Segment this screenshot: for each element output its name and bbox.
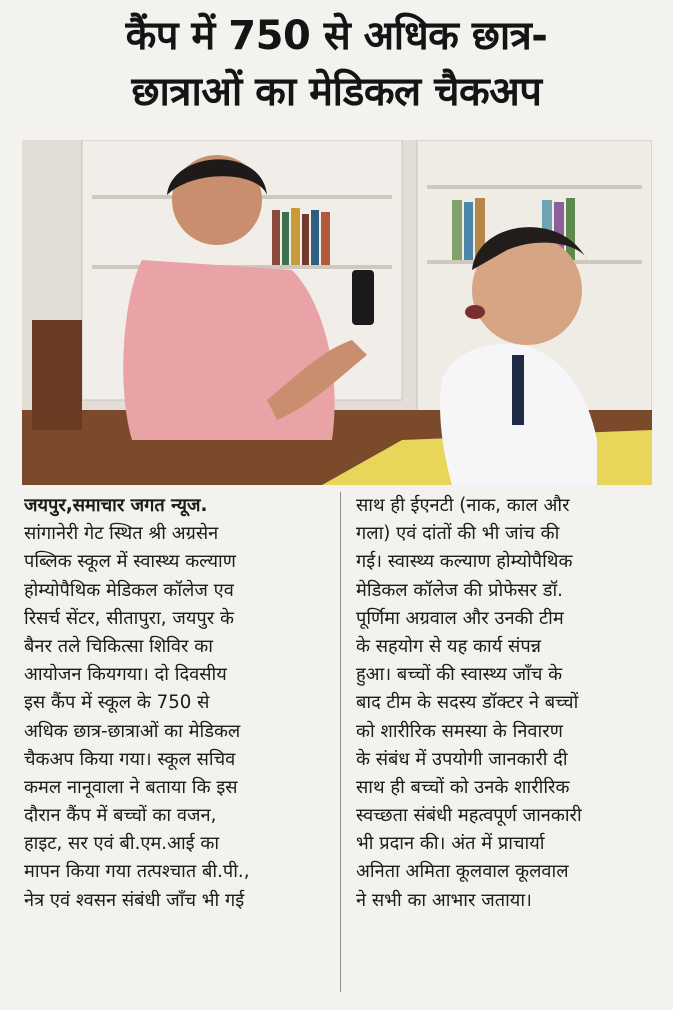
- dateline: जयपुर,समाचार जगत न्यूज.: [24, 495, 208, 516]
- body-line: नेत्र एवं श्वसन संबंधी जाँच भी गई: [24, 889, 245, 911]
- body-line: बैनर तले चिकित्सा शिविर का: [24, 635, 213, 657]
- body-line: साथ ही बच्चों को उनके शारीरिक: [356, 776, 570, 798]
- body-line: बाद टीम के सदस्य डॉक्टर ने बच्चों: [356, 692, 579, 714]
- article-column-left: [24, 492, 330, 915]
- body-line: स्वच्छता संबंधी महत्वपूर्ण जानकारी: [356, 805, 582, 827]
- body-line: के संबंध में उपयोगी जानकारी दी: [356, 748, 568, 770]
- body-line: गई। स्वास्थ्य कल्याण होम्योपैथिक: [356, 551, 573, 573]
- body-line: कमल नानूवाला ने बताया कि इस: [24, 776, 238, 798]
- body-line: हुआ। बच्चों की स्वास्थ्य जाँच के: [356, 664, 563, 686]
- body-line: को शारीरिक समस्या के निवारण: [356, 720, 563, 742]
- body-line: अधिक छात्र-छात्राओं का मेडिकल: [24, 720, 241, 742]
- body-line: के सहयोग से यह कार्य संपन्न: [356, 635, 542, 657]
- body-line: मापन किया गया तत्पश्चात बी.पी.,: [24, 861, 250, 883]
- body-line: ने सभी का आभार जताया।: [356, 889, 532, 911]
- photo-doctor-examining-child-icon: [22, 140, 652, 485]
- body-line: पब्लिक स्कूल में स्वास्थ्य कल्याण: [24, 551, 236, 573]
- body-line: चैकअप किया गया। स्कूल सचिव: [24, 748, 236, 770]
- body-line: होम्योपैथिक मेडिकल कॉलेज एव: [24, 579, 234, 601]
- headline-line-1: कैंप में 750 से अधिक छात्र-: [125, 13, 548, 59]
- body-line: दौरान कैंप में बच्चों का वजन,: [24, 805, 217, 827]
- body-line: आयोजन कियगया। दो दिवसीय: [24, 664, 227, 686]
- body-line: सांगानेरी गेट स्थित श्री अग्रसेन: [24, 523, 219, 545]
- body-line: गला) एवं दांतों की भी जांच की: [356, 523, 560, 545]
- article-column-right: [356, 492, 654, 915]
- body-line: मेडिकल कॉलेज की प्रोफेसर डॉ.: [356, 579, 563, 601]
- body-line: भी प्रदान की। अंत में प्राचार्या: [356, 833, 545, 855]
- body-line: हाइट, सर एवं बी.एम.आई का: [24, 833, 220, 855]
- body-line: अनिता अमिता कूलवाल कूलवाल: [356, 861, 569, 883]
- body-line: इस कैंप में स्कूल के 750 से: [24, 692, 210, 714]
- headline-line-2: छात्राओं का मेडिकल चैकअप: [131, 69, 542, 115]
- headline: [0, 8, 673, 120]
- news-photo: [22, 140, 652, 485]
- body-line: रिसर्च सेंटर, सीतापुरा, जयपुर के: [24, 607, 234, 629]
- body-line: साथ ही ईएनटी (नाक, काल और: [356, 495, 570, 516]
- column-divider: [340, 492, 341, 992]
- body-line: पूर्णिमा अग्रवाल और उनकी टीम: [356, 607, 564, 629]
